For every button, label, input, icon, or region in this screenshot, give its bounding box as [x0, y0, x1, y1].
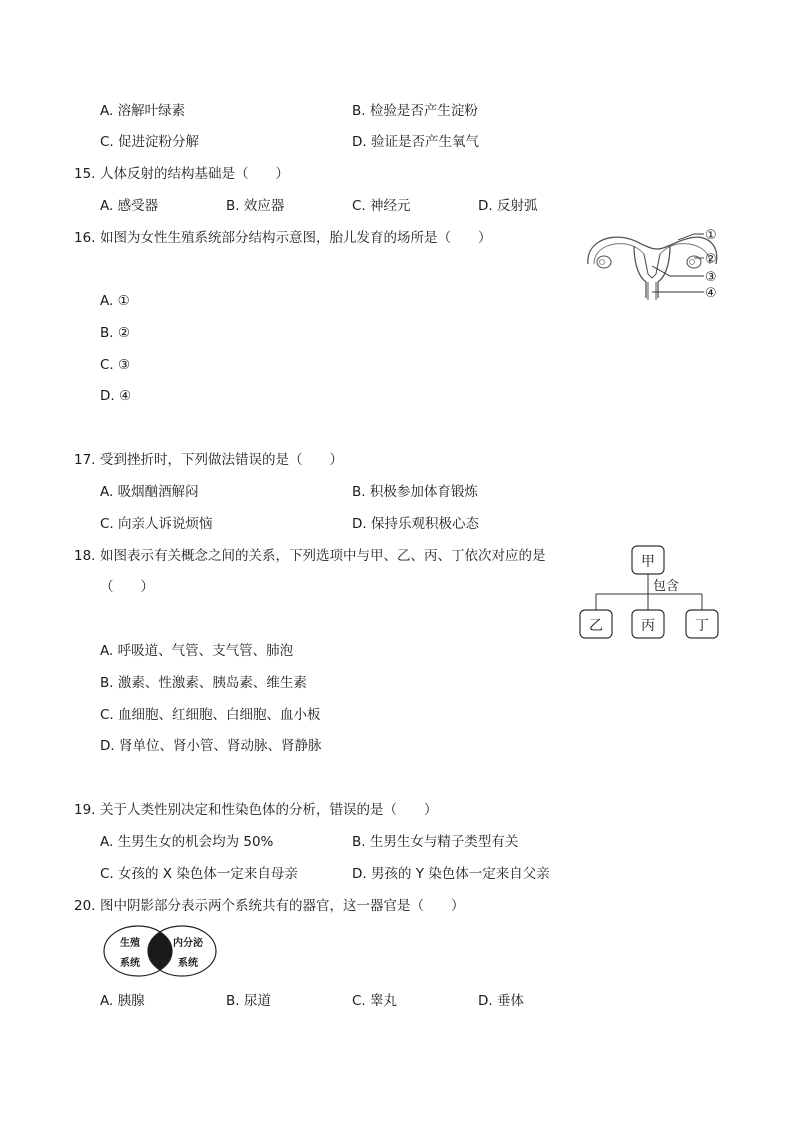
q18-option-d: D. 肾单位、肾小管、肾动脉、肾静脉 — [100, 738, 322, 754]
q17-option-d: D. 保持乐观积极心态 — [352, 516, 479, 532]
uterus-outline — [634, 246, 670, 298]
diagram-child-1-label: 乙 — [589, 618, 603, 634]
q15-number: 15. — [74, 166, 96, 182]
q15-option-b: B. 效应器 — [226, 198, 285, 214]
q20-number: 20. — [74, 898, 96, 914]
concept-relation-diagram — [576, 542, 724, 642]
q20-stem: 图中阴影部分表示两个系统共有的器官，这一器官是（ ） — [100, 898, 465, 914]
q16-option-b: B. ② — [100, 325, 130, 341]
diagram-child-2-label: 丙 — [641, 618, 655, 634]
diagram-child-3-label: 丁 — [695, 618, 709, 634]
q17-number: 17. — [74, 452, 96, 468]
q18-stem-line2: （ ） — [100, 579, 154, 595]
q20-option-a: A. 胰腺 — [100, 993, 145, 1009]
venn-left-label-2: 系统 — [120, 958, 140, 969]
q16-option-a: A. ① — [100, 293, 130, 309]
q18-option-c: C. 血细胞、红细胞、白细胞、血小板 — [100, 707, 321, 723]
venn-left-label-1: 生殖 — [120, 938, 140, 949]
q19-stem: 关于人类性别决定和性染色体的分析，错误的是（ ） — [100, 802, 438, 818]
figure-label-2: ② — [705, 252, 717, 267]
q19-option-d: D. 男孩的 Y 染色体一定来自父亲 — [352, 866, 550, 882]
q19-number: 19. — [74, 802, 96, 818]
q20-option-b: B. 尿道 — [226, 993, 271, 1009]
q19-option-c: C. 女孩的 X 染色体一定来自母亲 — [100, 866, 298, 882]
q16-stem: 如图为女性生殖系统部分结构示意图，胎儿发育的场所是（ ） — [100, 230, 492, 246]
q18-option-b: B. 激素、性激素、胰岛素、维生素 — [100, 675, 307, 691]
q19-option-b: B. 生男生女与精子类型有关 — [352, 834, 519, 850]
q16-option-d: D. ④ — [100, 388, 132, 404]
q15-option-c: C. 神经元 — [352, 198, 411, 214]
figure-label-4: ④ — [705, 286, 717, 301]
q18-number: 18. — [74, 548, 96, 564]
q16-number: 16. — [74, 230, 96, 246]
q19-option-a: A. 生男生女的机会均为 50% — [100, 834, 274, 850]
left-tube-inner — [594, 244, 644, 264]
q14-option-d: D. 验证是否产生氧气 — [352, 134, 479, 150]
venn-diagram — [100, 922, 220, 980]
q17-option-c: C. 向亲人诉说烦恼 — [100, 516, 213, 532]
female-reproductive-system-figure — [582, 222, 728, 304]
diagram-relation-label: 包含 — [652, 579, 680, 594]
q18-option-a: A. 呼吸道、气管、支气管、肺泡 — [100, 643, 294, 659]
q14-option-a: A. 溶解叶绿素 — [100, 103, 186, 119]
q17-option-b: B. 积极参加体育锻炼 — [352, 484, 478, 500]
q20-option-c: C. 睾丸 — [352, 993, 398, 1009]
vagina-outline — [648, 282, 656, 300]
q16-option-c: C. ③ — [100, 357, 131, 373]
venn-right-label-2: 系统 — [178, 958, 198, 969]
figure-label-1: ① — [705, 228, 717, 243]
left-ovary — [597, 256, 611, 268]
q15-option-a: A. 感受器 — [100, 198, 159, 214]
q15-stem: 人体反射的结构基础是（ ） — [100, 166, 289, 182]
q15-option-d: D. 反射弧 — [478, 198, 538, 214]
q20-option-d: D. 垂体 — [478, 993, 524, 1009]
fallopian-tube-outline — [588, 237, 717, 264]
venn-right-label-1: 内分泌 — [173, 938, 203, 949]
q14-option-c: C. 促进淀粉分解 — [100, 134, 200, 150]
figure-label-3: ③ — [705, 270, 717, 285]
q14-option-b: B. 检验是否产生淀粉 — [352, 103, 478, 119]
q17-option-a: A. 吸烟酗酒解闷 — [100, 484, 199, 500]
q18-stem-line1: 如图表示有关概念之间的关系，下列选项中与甲、乙、丙、丁依次对应的是 — [100, 548, 546, 564]
diagram-node-top-label: 甲 — [641, 554, 655, 570]
q17-stem: 受到挫折时，下列做法错误的是（ ） — [100, 452, 343, 468]
